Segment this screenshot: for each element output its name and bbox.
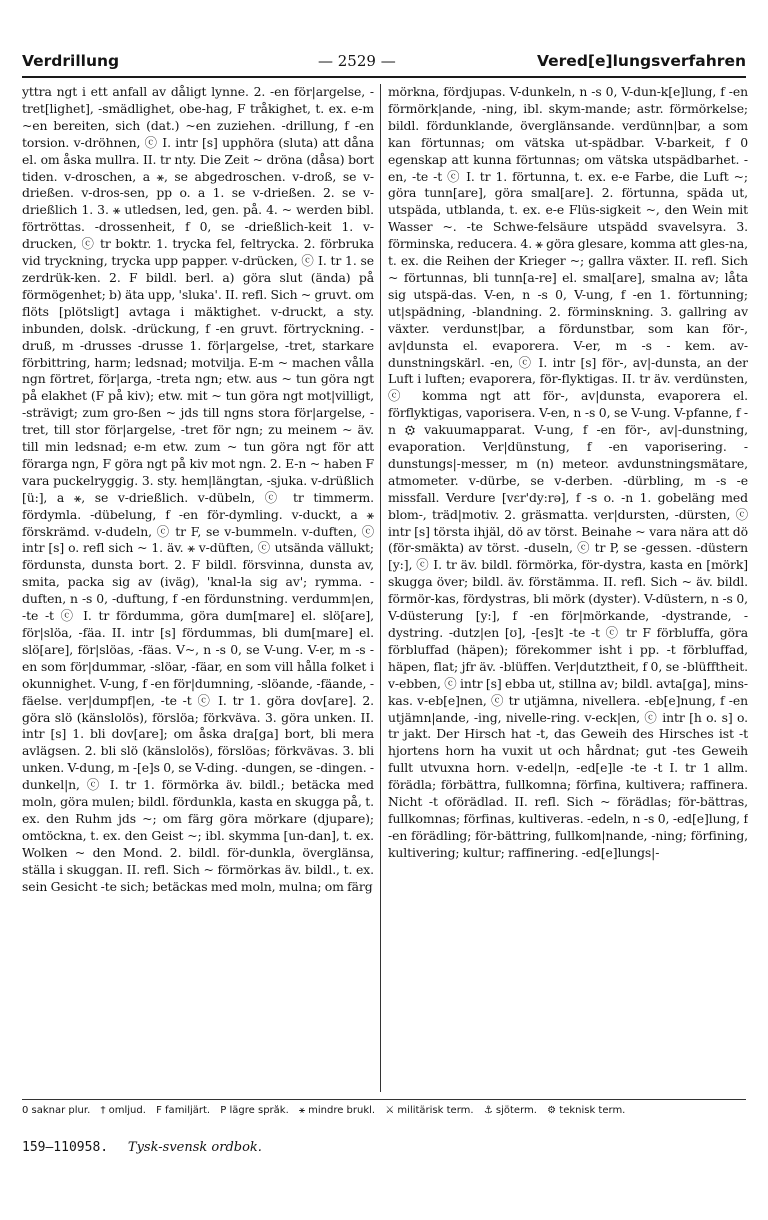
header-right-guide-word: Vered[e]lungsverfahren: [537, 52, 746, 70]
header-rule: [22, 76, 746, 78]
left-column-text: yttra ngt i ett anfall av dåligt lynne. 2. -en för|argelse, -tret[lighet], -smädlighet, obe-hag, F tråkighet, t. ex. e-m ~en bereiten, sich (dat.) ~en zuziehen. -drillung, f -en torsion. v-dröhnen, ⓒ I. intr [s] upphöra (sluta) att dåna el. om åska mullra. II. tr nty. Die Zeit ~ dröna (dåsa) bort tiden. v-droschen, a ⚹, se abgedroschen. v-droß, se v-drießen. v-dros-sen, pp o. a 1. se v-drießen. 2. se v-drießlich 1. 3. ⚹ utledsen, led, gen. på. 4. ~ werden bibl. förtröttas. -drossenheit, f 0, se -drießlich-keit 1. v-drucken, ⓒ tr boktr. 1. trycka fel, feltrycka. 2. förbruka vid tryckning, trycka upp papper. v-drücken, ⓒ I. tr 1. se zerdrük-ken. 2. F bildl. berl. a) göra slut (ända) på förmögenhet; b) äta upp, 'sluka'. II. refl. Sich ~ gruvt. om flöts [plötsligt] avtaga i mäktighet. v-druckt, a sty. inbunden, dolsk. -drückung, f -en gruvt. förtryckning. -druß, m -drusses -drusse 1. för|argelse, -tret, starkare förbittring, harm; ledsnad; motvilja. E-m ~ machen vålla ngn förtret, för|arga, -treta ngn; etw. aus ~ tun göra ngt på elakhet (F på kiv); etw. mit ~ tun göra ngt mot|villigt, -strävigt; zum gro-ßen ~ jds till ngns stora för|argelse, -tret, till stor för|argelse, -tret för ngn; zu meinem ~ äv. till min ledsnad; e-m etw. zum ~ tun göra ngt för att förarga ngn, F göra ngt på kiv mot ngn. 2. E-n ~ haben F vara puckelryggig. 3. sty. hem|längtan, -sjuka. v-drüßlich [ü:], a ⚹, se v-drießlich. v-dübeln, ⓒ tr timmerm. fördymla. -dübelung, f -en för-dymling. v-duckt, a ⚹ förskrämd. v-dudeln, ⓒ tr F, se v-bummeln. v-duften, ⓒ intr [s] o. refl sich ~ 1. äv. ⚹ v-düften, ⓒ utsända vällukt; fördunsta, dunsta bort. 2. F bildl. försvinna, dunsta av, smita, packa sig av (iväg), 'knal-la sig av'; rymma. -duften, n -s 0, -duftung, f -en fördunstning. verdumm|en, -te -t ⓒ I. tr fördumma, göra dum[mare] el. slö[are], för|slöa, -fäa. II. intr [s] fördummas, bli dum[mare] el. slö[are], för|slöas, -fäas. V~, n -s 0, se V-ung. V-er, m -s - en som för|dummar, -slöar, -fäar, en som vill hålla folket i okunnighet. V-ung, f -en för|dumning, -slöande, -fäande, -fäelse. ver|dumpf|en, -te -t ⓒ I. tr 1. göra dov[are]. 2. göra slö (känslolös), förslöa; förkväva. 3. göra unken. II. intr [s] 1. bli dov[are]; om åska dra[ga] bort, bli mera avlägsen. 2. bli slö (känslolös), förslöas; förkvävas. 3. bli unken. V-dung, m -[e]s 0, se V-ding. -dungen, se -dingen. -dunkel|n, ⓒ I. tr 1. förmörka äv. bildl.; betäcka med moln, göra mulen; bildl. fördunkla, kasta en skugga på, t. ex. den Ruhm jds ~; om färg göra mörkare (djupare); omtöckna, t. ex. den Geist ~; ibl. skymma [un-dan], t. ex. Wolken ~ den Mond. 2. bildl. för-dunkla, överglänsa, ställa i skuggan. II. refl. Sich ~ förmörkas äv. bildl., t. ex. sein Gesicht -te sich; betäckas med moln, mulna; om färg: [22, 84, 374, 894]
legend-item: ⚹ mindre brukl.: [298, 1105, 376, 1116]
printer-imprint: [22, 1140, 262, 1155]
legend-item: ⚔ militärisk term.: [385, 1105, 474, 1116]
legend-item: F familjärt.: [156, 1105, 211, 1116]
footer-rule: [22, 1099, 746, 1100]
abbreviation-legend: [22, 1105, 746, 1116]
legend-item: ⚙ teknisk term.: [547, 1105, 626, 1116]
page-number: — 2529 —: [318, 52, 396, 70]
imprint-title: Tysk-svensk ordbok.: [127, 1140, 262, 1155]
legend-item: ⚓ sjöterm.: [483, 1105, 537, 1116]
header-left-guide-word: Verdrillung: [22, 52, 120, 70]
left-column: [22, 84, 374, 1094]
right-column: [388, 84, 748, 1094]
legend-item: † omljud.: [100, 1105, 146, 1116]
legend-item: P lägre språk.: [220, 1105, 289, 1116]
legend-item: 0 saknar plur.: [22, 1105, 91, 1116]
running-header: [22, 52, 746, 74]
right-column-text: mörkna, fördjupas. V-dunkeln, n -s 0, V-dun-k[e]lung, f -en förmörk|ande, -ning, ibl. skym-mande; astr. förmörkelse; bildl. fördunklande, överglänsande. verdünn|bar, a som kan förtunnas; om vätska ut-spädbar. V-barkeit, f 0 egenskap att kunna förtunnas; om vätska utspädbarhet. -en, -te -t ⓒ I. tr 1. förtunna, t. ex. e-e Farbe, die Luft ~; göra tunn[are], göra smal[are]. 2. förtunna, späda ut, utspäda, utblanda, t. ex. e-e Flüs-sigkeit ~, den Wein mit Wasser ~. -te Schwe-felsäure utspädd svavelsyra. 3. förminska, reducera. 4. ⚹ göra glesare, komma att gles-na, t. ex. die Reihen der Krieger ~; gallra växter. II. refl. Sich ~ förtunnas, bli tunn[a-re] el. smal[are], smalna av; låta sig utspä-das. V-en, n -s 0, V-ung, f -en 1. förtunning; ut|spädning, -blandning. 2. förminskning. 3. gallring av växter. verdunst|bar, a fördunstbar, som kan för-, av|dunsta el. evaporera. V-er, m -s - kem. av-dunstningskärl. -en, ⓒ I. intr [s] för-, av|-dunsta, an der Luft i luften; evaporera, för-flyktigas. II. tr äv. verdünsten, ⓒ komma ngt att för-, av|dunsta, evaporera el. förflyktigas, vaporisera. V-en, n -s 0, se V-ung. V-pfanne, f -n ⚙ vakuumapparat. V-ung, f -en för-, av|-dunstning, evaporation. Ver|dünstung, f -en vaporisering. -dunstungs|-messer, m (n) meteor. avdunstningsmätare, atmometer. v-dürbe, se v-derben. -dürbling, m -s -e missfall. Verdure [vɛr'dy:rə], f -s o. -n 1. gobeläng med blom-, träd|motiv. 2. gräsmatta. ver|dursten, -dürsten, ⓒ intr [s] törsta ihjäl, dö av törst. Beinahe ~ vara nära att dö (för-smäkta) av törst. -duseln, ⓒ tr P, se -gessen. -düstern [y:], ⓒ I. tr äv. bildl. förmörka, för-dystra, kasta en [mörk] skugga över; bildl. äv. förstämma. II. refl. Sich ~ äv. bildl. förmör-kas, fördystras, bli mörk (dyster). V-düstern, n -s 0, V-düsterung [y:], f -en för|mörkande, -dystrande, -dystring. -dutz|en [ʊ], -[es]t -te -t ⓒ tr F förbluffa, göra förbluffad (häpen); förekommer isht i pp. -t förbluffad, häpen, flat; jfr äv. -blüffen. Ver|dutztheit, f 0, se -blüfftheit. v-ebben, ⓒ intr [s] ebba ut, stillna av; bildl. avta[ga], mins-kas. v-eb[e]nen, ⓒ tr utjämna, nivellera. -eb[e]nung, f -en utjämn|ande, -ing, nivelle-ring. v-eck|en, ⓒ intr [h o. s] o. tr jakt. Der Hirsch hat -t, das Geweih des Hirsches ist -t hjortens horn ha vuxit ut och hårdnat; gut -tes Geweih fullt utvuxna horn. v-edel|n, -ed[e]le -te -t I. tr 1 allm. förädla; förbättra, fullkomna; förfina, kultivera; raffinera. Nicht -t oförädlad. II. refl. Sich ~ förädlas; för-bättras, fullkomnas; förfinas, kultiveras. -edeln, n -s 0, -ed[e]lung, f -en förädling; för-bättring, fullkom|nande, -ning; förfining, kultivering; kultur; raffinering. -ed[e]lungs|-: [388, 84, 748, 860]
column-divider: [380, 84, 381, 1092]
imprint-code: 159—110958.: [22, 1140, 109, 1155]
